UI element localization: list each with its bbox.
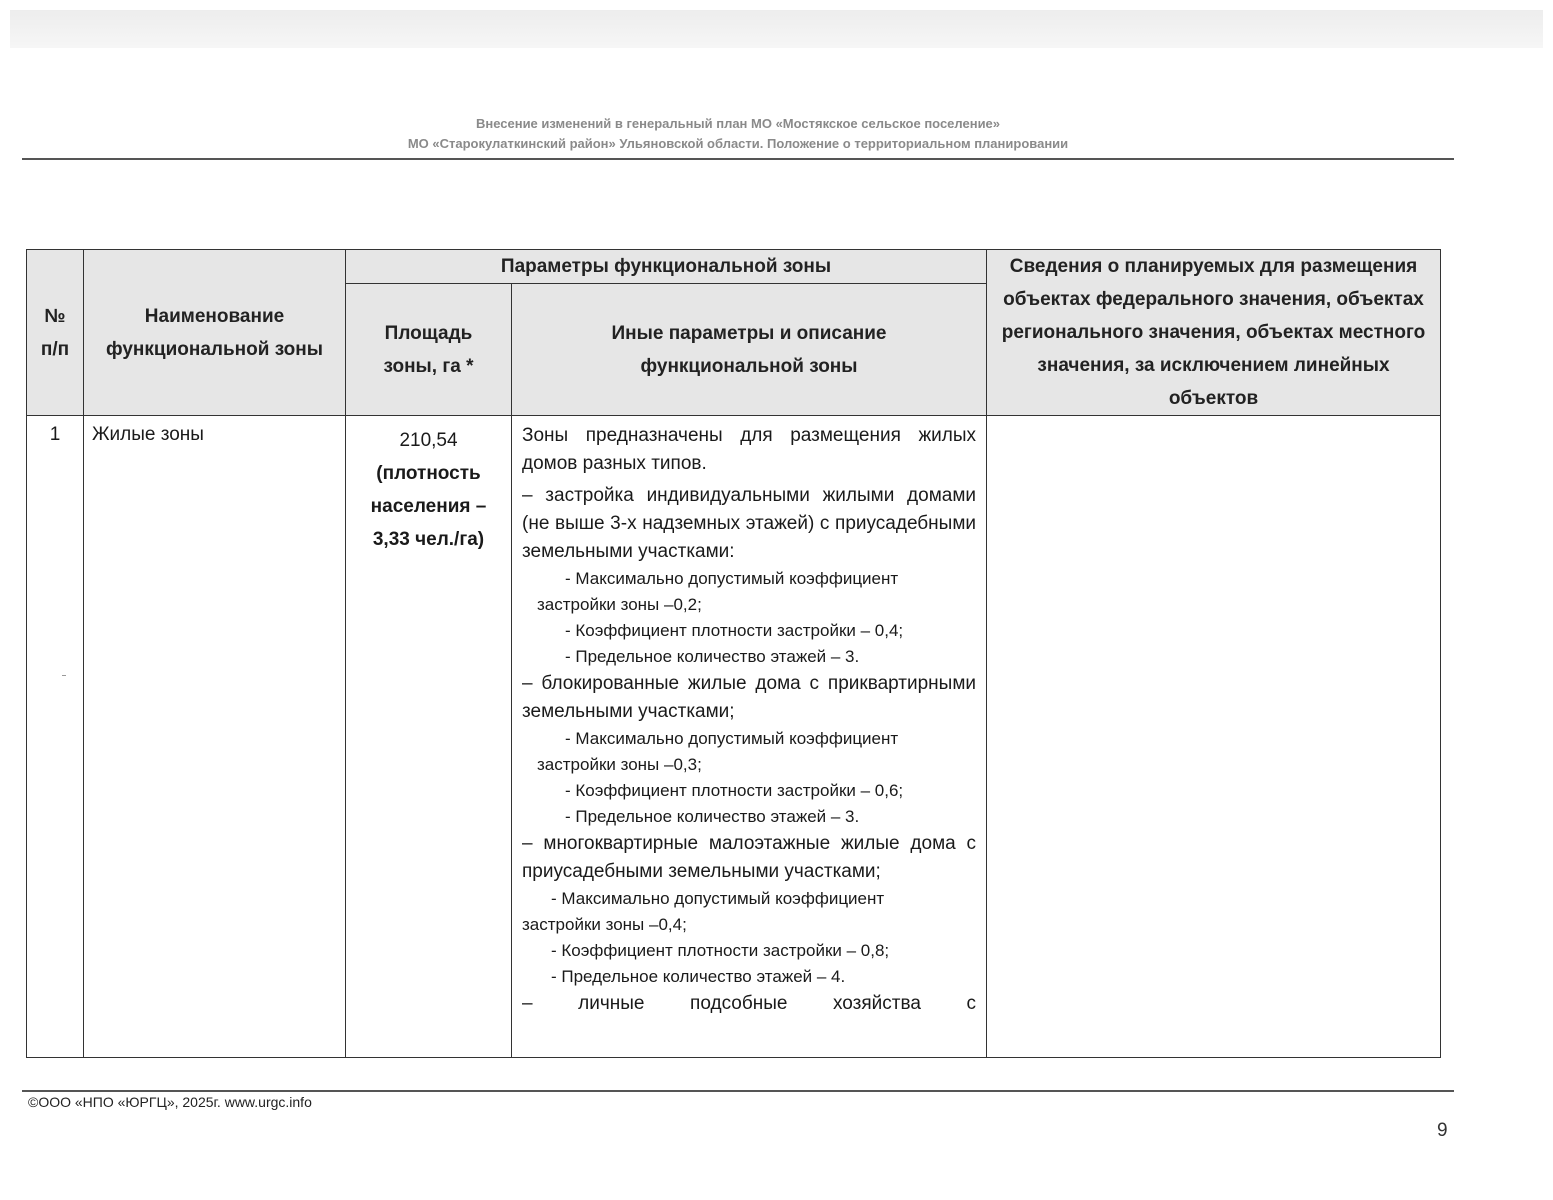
header-other: Иные параметры и описание функциональной зоны	[512, 284, 987, 416]
block1-coef: - Максимально допустимый коэффициент	[565, 569, 899, 588]
table-row	[27, 416, 1441, 1058]
header-name: Наименование функциональной зоны	[84, 250, 346, 416]
block1-title: – застройка индивидуальными жилыми домами (не выше 3-х надземных этажей) с приусадебными земельными участками:	[522, 485, 977, 562]
area-density: (плотность населения – 3,33 чел./га)	[370, 463, 487, 550]
header-params: Параметры функциональной зоны	[346, 250, 987, 284]
block1-floors: - Предельное количество этажей – 3.	[565, 647, 860, 666]
footer-rule	[22, 1090, 1454, 1092]
block3-coef2: застройки зоны –0,4;	[522, 915, 687, 934]
block4-title: – личные подсобные хозяйства с	[522, 993, 977, 1014]
zone-name: Жилые зоны	[84, 416, 346, 1058]
header-area: Площадь зоны, га *	[346, 284, 512, 416]
block2-coef2: застройки зоны –0,3;	[537, 755, 702, 774]
planned-objects-info	[987, 416, 1441, 1058]
block3-title: – многоквартирные малоэтажные жилые дома с приусадебными земельными участками;	[522, 833, 977, 882]
footer-copyright: ©ООО «НПО «ЮРГЦ», 2025г. www.urgc.info	[28, 1094, 312, 1110]
block1-coef2: застройки зоны –0,2;	[537, 595, 702, 614]
block2-density: - Коэффициент плотности застройки – 0,6;	[565, 781, 904, 800]
desc-intro: Зоны предназначены для размещения жилых домов разных типов.	[522, 425, 977, 474]
header-rule	[22, 158, 1454, 160]
area-value: 210,54	[399, 430, 458, 451]
zone-area	[346, 416, 512, 1058]
page-number: 9	[1437, 1120, 1448, 1141]
header-num: № п/п	[27, 250, 84, 416]
zone-description	[512, 416, 987, 1058]
document-header	[22, 114, 1454, 154]
block3-coef: - Максимально допустимый коэффициент	[551, 889, 885, 908]
header-info: Сведения о планируемых для размещения объектах федерального значения, объектах регионального значения, объектах местного значения, за исключением линейных объектов	[987, 250, 1441, 416]
scan-shadow-band	[10, 10, 1543, 48]
header-line-2: МО «Старокулаткинский район» Ульяновской области. Положение о территориальном планировании	[407, 136, 1069, 151]
zones-table	[26, 249, 1441, 1058]
row-number: 1	[27, 416, 84, 1058]
header-line-1: Внесение изменений в генеральный план МО «Мостякское сельское поселение»	[475, 116, 1001, 131]
scan-speck	[62, 675, 66, 676]
block1-density: - Коэффициент плотности застройки – 0,4;	[565, 621, 904, 640]
block2-floors: - Предельное количество этажей – 3.	[565, 807, 860, 826]
block2-title: – блокированные жилые дома с приквартирными земельными участками;	[522, 673, 977, 722]
block2-coef: - Максимально допустимый коэффициент	[565, 729, 899, 748]
block3-floors: - Предельное количество этажей – 4.	[551, 967, 846, 986]
block3-density: - Коэффициент плотности застройки – 0,8;	[551, 941, 890, 960]
